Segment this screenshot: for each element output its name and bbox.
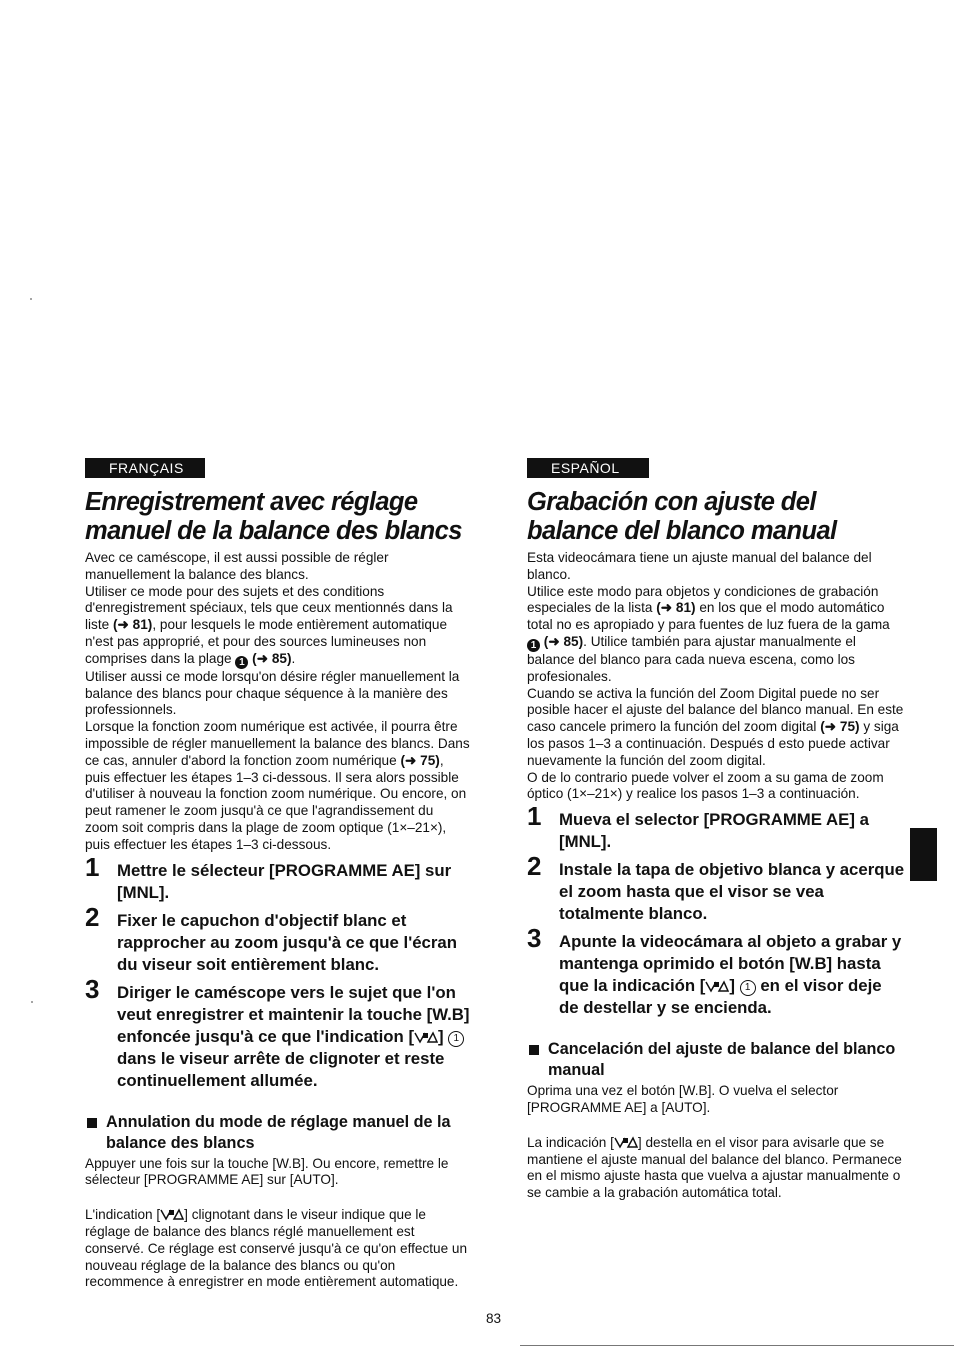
intro-paragraph: Lorsque la fonction zoom numérique est activée, il pourra être impossible de régler manuellement la balance des blancs. Dans ce cas, annuler d'abord la fonction zoom numérique (➜ 75), puis effectuer les étapes 1–3 ci-dessous. Il sera alors possible d'utiliser à nouveau la fonction zoom numérique. Ou encore, on peut ramener le zoom jusqu'à ce que l'agrandissement du zoom soit compris dans la plage de zoom optique (1×–21×), puis effectuer les étapes 1–3 ci-dessous. [85,719,470,852]
intro-paragraph: O de lo contrario puede volver el zoom a su gama de zoom óptico (1×–21×) y realice los pasos 1–3 a continuación. [527,769,884,802]
white-balance-icon [614,1136,638,1149]
intro-paragraph: Utilice este modo para objetos y condiciones de grabación especiales de la lista (➜ 81) en los que el modo automático total no es apropiado y para fuentes de luz fuera de la gama 1 (➜ 85). Utilice también para ajustar manualmente el balance del blanco para cada nueva escena, como los profesionales. [527,583,890,684]
subsection-text: Appuyer une fois sur la touche [W.B]. Ou encore, remettre le sélecteur [PROGRAMME AE] sur [AUTO]. [85,1155,449,1188]
step-1: 1 Mettre le sélecteur [PROGRAMME AE] sur [MNL]. [85,851,452,902]
steps-spanish [527,801,905,1019]
step-3: 3 Apunte la videocámara al objeto a grabar y mantenga oprimido el botón [W.B] hasta que la indicación [ ] 1 en el visor deje de destellar y se encienda. [527,923,902,1018]
intro-french [85,550,470,854]
page-number: 83 [486,1311,502,1326]
circled-1-icon: 1 [740,980,756,996]
bottom-rule [520,1345,954,1346]
page-ref: 85 [271,650,287,666]
column-french [85,458,470,1291]
intro-paragraph: Cuando se activa la función del Zoom Digital puede no ser posible hacer el ajuste del balance del blanco manual. En este caso cancele primero la función del zoom digital (➜ 75) y siga los pasos 1–3 a continuación. Después d esto puede activar nuevamente la función del zoom digital. [527,685,904,768]
subhead-french: Annulation du mode de réglage manuel de la balance des blancs [85,1112,470,1154]
arrow-icon: ➜ [824,719,837,735]
subsection-text: Oprima una vez el botón [W.B]. O vuelva el selector [PROGRAMME AE] a [AUTO]. [527,1083,839,1115]
intro-spanish [527,550,905,803]
chapter-tab-marker [910,828,937,881]
note-text: L'indication [ ] clignotant dans le viseur indique que le réglage de balance des blancs réglé manuellement est conservé. Ce réglage est conservé jusqu'à ce qu'on effectue un nouveau réglage de la balance des blancs ou qu'on recommence à enregistrer en mode entièrement automatique. [85,1207,468,1290]
arrow-icon: ➜ [117,617,129,633]
page-ref: 75 [420,752,436,768]
subhead-spanish: Cancelación del ajuste de balance del blanco manual [527,1039,905,1081]
arrow-icon: ➜ [256,650,269,666]
white-balance-icon [414,1031,438,1044]
arrow-icon: ➜ [548,633,560,649]
section-title-french: Enregistrement avec réglage manuel de la balance des blancs [85,488,462,545]
step-2: 2 Instale la tapa de objetivo blanca y acerque el zoom hasta que el visor se vea totalmente blanco. [527,851,905,924]
filled-circle-1-icon: 1 [235,656,248,669]
step-2: 2 Fixer le capuchon d'objectif blanc et rapprocher au zoom jusqu'à ce que l'écran du viseur soit entièrement blanc. [85,901,457,974]
page-ref: 85 [563,633,579,649]
square-bullet-icon [529,1045,539,1055]
scan-speck [31,1001,33,1003]
page-ref: 81 [675,600,692,616]
white-balance-icon [160,1208,184,1221]
arrow-icon: ➜ [404,752,417,768]
square-bullet-icon [87,1118,97,1128]
step-3: 3 Diriger le caméscope vers le sujet que l'on veut enregistrer et maintenir la touche [W.B] enfoncée jusqu'à ce que l'indication [ ] 1 dans le viseur arrête de clignoter et reste continuellement allumée. [85,973,470,1090]
filled-circle-1-icon: 1 [527,639,540,652]
arrow-icon: ➜ [660,600,673,616]
language-tag-french: FRANÇAIS [85,458,205,478]
note-text: La indicación [ ] destella en el visor para avisarle que se mantiene el ajuste manual del balance del blanco. Permanece en el mismo ajuste hasta que vuelva a ajustar manualmente o se cambie a la grabación automática total. [527,1134,902,1201]
intro-paragraph: Utiliser aussi ce mode lorsqu'on désire régler manuellement la balance des blancs pour chaque séquence à la manière des professionnels. [85,668,460,718]
intro-paragraph: Avec ce caméscope, il est aussi possible de régler manuellement la balance des blancs. [85,550,389,582]
section-title-spanish: Grabación con ajuste del balance del blanco manual [527,488,837,545]
intro-paragraph: Utiliser ce mode pour des sujets et des conditions d'enregistrement spéciaux, tels que ceux mentionnés dans la liste (➜ 81), pour lesquels le mode entièrement automatique n'est pas approprié, et pour des sources lumineuses non comprises dans la plage 1 (➜ 85). [85,583,453,668]
steps-french [85,851,470,1092]
page-ref: 81 [132,617,148,633]
language-tag-spanish: ESPAÑOL [527,458,649,478]
intro-paragraph: Esta videocámara tiene un ajuste manual del balance del blanco. [527,550,872,582]
scan-speck [30,298,32,300]
step-1: 1 Mueva el selector [PROGRAMME AE] a [MNL]. [527,801,869,852]
column-spanish [527,458,905,1202]
page-ref: 75 [839,719,856,735]
white-balance-icon [705,980,729,993]
circled-1-icon: 1 [448,1031,464,1047]
